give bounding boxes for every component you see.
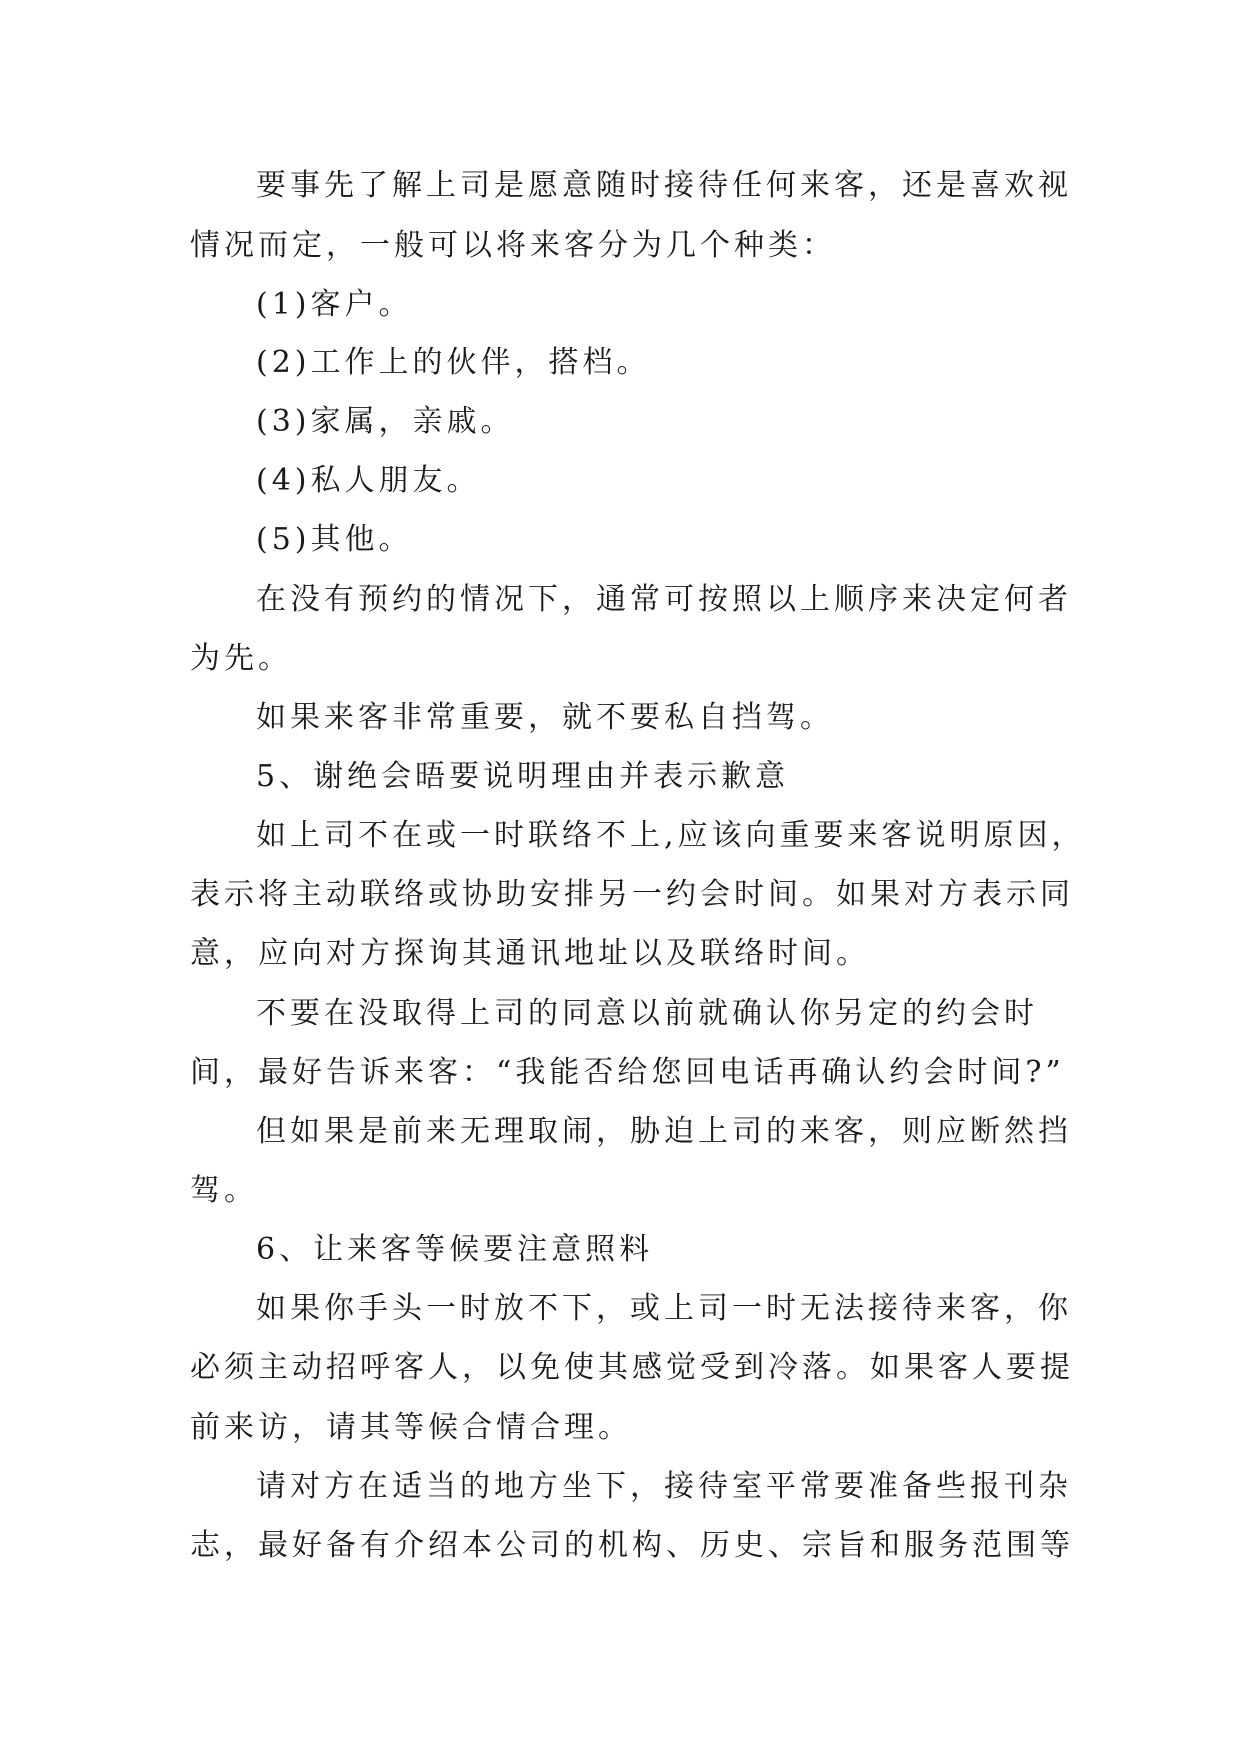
paragraph-line: 请对方在适当的地方坐下，接待室平常要准备些报刊杂 xyxy=(256,1469,1072,1504)
paragraph-line: 如上司不在或一时联络不上,应该向重要来客说明原因， xyxy=(256,818,1086,853)
paragraph-line: 表示将主动联络或协助安排另一约会时间。如果对方表示同 xyxy=(190,877,1074,912)
paragraph-line: 间，最好告诉来客：“我能否给您回电话再确认约会时间?” xyxy=(190,1055,1065,1090)
paragraph-line: 必须主动招呼客人，以免使其感觉受到冷落。如果客人要提 xyxy=(190,1350,1074,1385)
paragraph-line: 要事先了解上司是愿意随时接待任何来客，还是喜欢视 xyxy=(256,168,1072,203)
paragraph-line: 不要在没取得上司的同意以前就确认你另定的约会时 xyxy=(256,996,1038,1031)
paragraph-line: 意，应向对方探询其通讯地址以及联络时间。 xyxy=(190,936,870,971)
section-heading: 6、让来客等候要注意照料 xyxy=(256,1232,654,1267)
paragraph-line: 志，最好备有介绍本公司的机构、历史、宗旨和服务范围等 xyxy=(190,1528,1074,1563)
list-item: (5)其他。 xyxy=(256,522,413,557)
paragraph-line: 情况而定，一般可以将来客分为几个种类： xyxy=(190,228,836,263)
paragraph-line: 前来访，请其等候合情合理。 xyxy=(190,1410,632,1445)
section-heading: 5、谢绝会晤要说明理由并表示歉意 xyxy=(256,759,790,794)
paragraph-line: 在没有预约的情况下，通常可按照以上顺序来决定何者 xyxy=(256,582,1072,617)
paragraph-line: 如果你手头一时放不下，或上司一时无法接待来客，你 xyxy=(256,1291,1072,1326)
paragraph-line: 但如果是前来无理取闹，胁迫上司的来客，则应断然挡 xyxy=(256,1114,1072,1149)
paragraph-line: 驾。 xyxy=(190,1173,258,1208)
list-item: (1)客户。 xyxy=(256,287,413,322)
paragraph-line: 如果来客非常重要，就不要私自挡驾。 xyxy=(256,700,834,735)
paragraph-line: 为先。 xyxy=(190,641,292,676)
list-item: (3)家属，亲戚。 xyxy=(256,404,515,439)
list-item: (4)私人朋友。 xyxy=(256,463,481,498)
list-item: (2)工作上的伙伴，搭档。 xyxy=(256,345,651,380)
